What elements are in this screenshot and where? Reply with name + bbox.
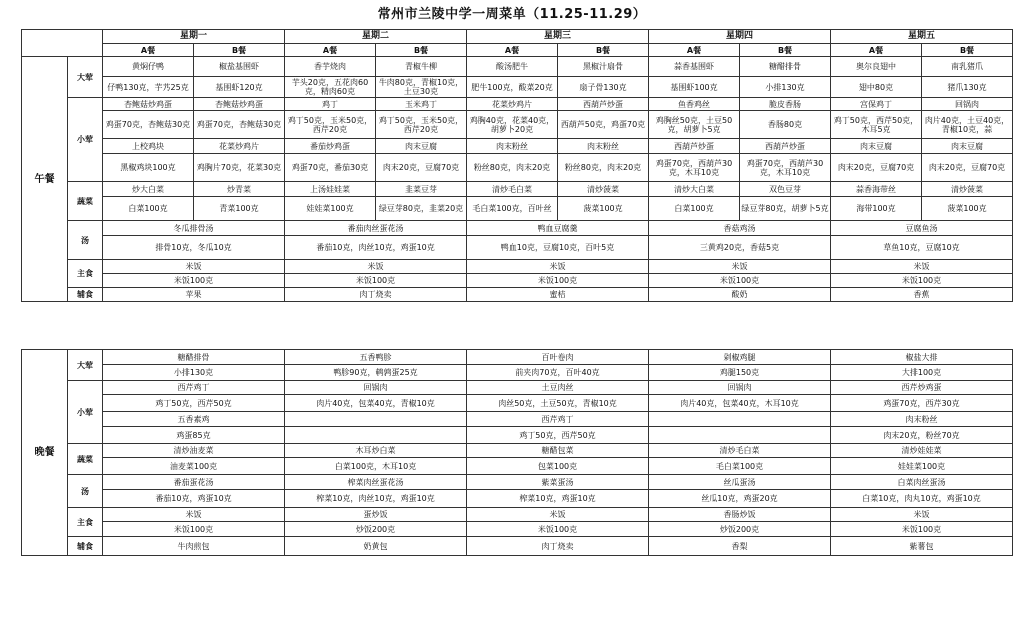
- dish-name: 土豆肉丝: [467, 381, 649, 395]
- table-row: [22, 395, 1013, 412]
- table-row: [22, 444, 1013, 458]
- dish-detail: 海带100克: [831, 197, 922, 221]
- dish-detail: 草鱼10克，豆腐10克: [831, 236, 1013, 260]
- dish-detail: 鸡蛋85克: [103, 427, 285, 444]
- table-row: [22, 522, 1013, 537]
- dish-name: 西葫芦炒蛋: [740, 139, 831, 154]
- table-row: [22, 350, 1013, 365]
- dish-detail: 白菜100克，木耳10克: [285, 458, 467, 475]
- dish-name: 脆皮香肠: [740, 98, 831, 111]
- dish-name: 香菇鸡汤: [649, 221, 831, 236]
- dish-detail: 米饭100克: [103, 274, 285, 288]
- dish-name: 白菜肉丝蛋汤: [831, 475, 1013, 490]
- table-row: [22, 381, 1013, 395]
- dish-detail: 鸡蛋70克，西葫芦30克，木耳10克: [740, 154, 831, 182]
- table-row: [22, 197, 1013, 221]
- dinner-meal-label: 晚餐: [22, 350, 68, 556]
- dish-name: 回锅肉: [922, 98, 1013, 111]
- dish-name: [649, 412, 831, 427]
- dish-detail: 番茄10克，鸡蛋10克: [103, 490, 285, 508]
- dish-name: 番茄炒鸡蛋: [285, 139, 376, 154]
- dish-name: 花菜炒鸡片: [467, 98, 558, 111]
- day-header: 星期一: [103, 30, 285, 44]
- dish-detail: 肉末20克，豆腐70克: [831, 154, 922, 182]
- option-a-header: A餐: [649, 44, 740, 57]
- dish-name: 糖醋包菜: [467, 444, 649, 458]
- dish-name: 剁椒鸡腿: [649, 350, 831, 365]
- dish-name: 玉米鸡丁: [376, 98, 467, 111]
- dish-name: 椒盐基围虾: [194, 57, 285, 77]
- dish-name: 炒大白菜: [103, 182, 194, 197]
- dish-detail: 肉末20克，粉丝70克: [831, 427, 1013, 444]
- dish-detail: 毛白菜100克，百叶丝: [467, 197, 558, 221]
- dish-detail: 粉丝80克，肉末20克: [558, 154, 649, 182]
- table-row: [22, 236, 1013, 260]
- dish-name: 蒜香海带丝: [831, 182, 922, 197]
- category-vegetable: 蔬菜: [68, 182, 103, 221]
- dish-detail: 米饭100克: [831, 274, 1013, 288]
- category-dazhu: 大荤: [68, 57, 103, 98]
- dish-name: 回锅肉: [285, 381, 467, 395]
- option-b-header: B餐: [740, 44, 831, 57]
- dish-name: 奶黄包: [285, 537, 467, 556]
- day-header: 星期四: [649, 30, 831, 44]
- dish-name: 清炒毛白菜: [467, 182, 558, 197]
- dish-detail: 西葫芦50克，鸡蛋70克: [558, 111, 649, 139]
- dish-detail: 香肠80克: [740, 111, 831, 139]
- dish-detail: 鸭胗90克，鹌鹑蛋25克: [285, 365, 467, 381]
- dish-name: 清炒大白菜: [649, 182, 740, 197]
- dish-detail: 鸡蛋70克，西芹30克: [831, 395, 1013, 412]
- dish-name: 南乳猪爪: [922, 57, 1013, 77]
- dish-name: 牛肉煎包: [103, 537, 285, 556]
- dish-name: 酸奶: [649, 288, 831, 302]
- dish-detail: 鸡蛋70克，番茄30克: [285, 154, 376, 182]
- dish-detail: 基围虾120克: [194, 77, 285, 98]
- dish-name: 黑椒汁扇骨: [558, 57, 649, 77]
- dish-detail: 鸡丁50克，玉米50克，西芹20克: [376, 111, 467, 139]
- dish-detail: 菠菜100克: [558, 197, 649, 221]
- dish-name: 肉末豆腐: [831, 139, 922, 154]
- dish-name: 豆腐鱼汤: [831, 221, 1013, 236]
- option-a-header: A餐: [285, 44, 376, 57]
- dish-detail: 番茄10克，肉丝10克，鸡蛋10克: [285, 236, 467, 260]
- dish-detail: 鸡丁50克，西芹50克，木耳5克: [831, 111, 922, 139]
- table-row: [22, 139, 1013, 154]
- dish-detail: 榨菜10克，鸡蛋10克: [467, 490, 649, 508]
- dish-detail: 芋头20克，五花肉60克，精肉60克: [285, 77, 376, 98]
- table-row: [22, 111, 1013, 139]
- dish-name: 上校鸡块: [103, 139, 194, 154]
- dish-name: 杏鲍菇炒鸡蛋: [103, 98, 194, 111]
- dish-name: 韭菜豆芽: [376, 182, 467, 197]
- dish-detail: 白菜10克，肉丸10克，鸡蛋10克: [831, 490, 1013, 508]
- dish-name: 米饭: [467, 508, 649, 522]
- dish-detail: 绿豆芽80克，胡萝卜5克: [740, 197, 831, 221]
- dish-name: 鸭血豆腐羹: [467, 221, 649, 236]
- option-b-header: B餐: [194, 44, 285, 57]
- dish-detail: 鸡蛋70克，西葫芦30克，木耳10克: [649, 154, 740, 182]
- day-header: 星期二: [285, 30, 467, 44]
- dish-detail: 肉末20克，豆腐70克: [922, 154, 1013, 182]
- table-row: [22, 260, 1013, 274]
- dish-name: 清炒菠菜: [558, 182, 649, 197]
- day-header: 星期五: [831, 30, 1013, 44]
- dish-name: 肉末豆腐: [922, 139, 1013, 154]
- dish-name: 蛋炒饭: [285, 508, 467, 522]
- category-xiaozhu: 小荤: [68, 381, 103, 444]
- dish-name: 米饭: [831, 260, 1013, 274]
- dish-detail: 鸭血10克，豆腐10克，百叶5克: [467, 236, 649, 260]
- dish-detail: 牛肉80克，青椒10克，土豆30克: [376, 77, 467, 98]
- dish-detail: [285, 427, 467, 444]
- category-xiaozhu: 小荤: [68, 98, 103, 182]
- dish-name: 肉末豆腐: [376, 139, 467, 154]
- option-a-header: A餐: [831, 44, 922, 57]
- dish-name: 米饭: [285, 260, 467, 274]
- dish-name: 香芋烧肉: [285, 57, 376, 77]
- dish-name: 西芹炒鸡蛋: [831, 381, 1013, 395]
- dish-detail: 小排130克: [740, 77, 831, 98]
- dish-name: 香梨: [649, 537, 831, 556]
- dish-name: 肉丁烧卖: [467, 537, 649, 556]
- dish-name: 肉丁烧卖: [285, 288, 467, 302]
- table-row: [22, 475, 1013, 490]
- dish-name: 紫薯包: [831, 537, 1013, 556]
- dish-name: 鸡丁: [285, 98, 376, 111]
- dish-name: 清炒娃娃菜: [831, 444, 1013, 458]
- dish-name: 香肠炒饭: [649, 508, 831, 522]
- table-row: [22, 508, 1013, 522]
- dish-detail: 基围虾100克: [649, 77, 740, 98]
- dish-name: 冬瓜排骨汤: [103, 221, 285, 236]
- dish-name: 番茄蛋花汤: [103, 475, 285, 490]
- dish-detail: 油麦菜100克: [103, 458, 285, 475]
- dish-detail: 鸡蛋70克，杏鲍菇30克: [103, 111, 194, 139]
- category-side: 辅食: [68, 288, 103, 302]
- dish-name: 清炒油麦菜: [103, 444, 285, 458]
- dish-name: 清炒毛白菜: [649, 444, 831, 458]
- dish-name: 西芹鸡丁: [467, 412, 649, 427]
- dish-name: 米饭: [103, 260, 285, 274]
- category-staple: 主食: [68, 508, 103, 537]
- dish-detail: 肉片40克，包菜40克，青椒10克: [285, 395, 467, 412]
- dish-detail: 米饭100克: [467, 274, 649, 288]
- dish-name: 花菜炒鸡片: [194, 139, 285, 154]
- dish-name: 酸汤肥牛: [467, 57, 558, 77]
- category-soup: 汤: [68, 221, 103, 260]
- lunch-meal-label: 午餐: [22, 57, 68, 302]
- category-soup: 汤: [68, 475, 103, 508]
- dish-detail: 粉丝80克，肉末20克: [467, 154, 558, 182]
- dish-name: 米饭: [467, 260, 649, 274]
- dish-name: 回锅肉: [649, 381, 831, 395]
- dish-detail: 鸡腿150克: [649, 365, 831, 381]
- dish-detail: 翅中80克: [831, 77, 922, 98]
- dish-name: 蜜桔: [467, 288, 649, 302]
- dish-detail: 排骨10克，冬瓜10克: [103, 236, 285, 260]
- dish-detail: 毛白菜100克: [649, 458, 831, 475]
- dish-name: 百叶卷肉: [467, 350, 649, 365]
- option-b-header: B餐: [922, 44, 1013, 57]
- dish-detail: 三黄鸡20克，香菇5克: [649, 236, 831, 260]
- table-row: [22, 57, 1013, 77]
- dish-detail: [649, 427, 831, 444]
- dish-name: 肉末粉丝: [558, 139, 649, 154]
- table-row: [22, 77, 1013, 98]
- dish-name: 紫菜蛋汤: [467, 475, 649, 490]
- dish-name: 炒青菜: [194, 182, 285, 197]
- dish-detail: 绿豆芽80克，韭菜20克: [376, 197, 467, 221]
- page-title: 常州市兰陵中学一周菜单（11.25-11.29）: [377, 7, 647, 22]
- dish-name: 苹果: [103, 288, 285, 302]
- dinner-menu-table: [21, 349, 1013, 556]
- option-b-header: B餐: [558, 44, 649, 57]
- table-row: [22, 182, 1013, 197]
- dish-detail: 鸡胸40克，花菜40克，胡萝卜20克: [467, 111, 558, 139]
- table-row: [22, 274, 1013, 288]
- dish-detail: 小排130克: [103, 365, 285, 381]
- dish-detail: 娃娃菜100克: [831, 458, 1013, 475]
- day-header: 星期三: [467, 30, 649, 44]
- dish-name: 西葫芦炒蛋: [558, 98, 649, 111]
- dish-detail: 米饭100克: [649, 274, 831, 288]
- table-row: [22, 458, 1013, 475]
- dish-name: 青椒牛柳: [376, 57, 467, 77]
- category-vegetable: 蔬菜: [68, 444, 103, 475]
- dish-name: 榨菜肉丝蛋花汤: [285, 475, 467, 490]
- dish-detail: 包菜100克: [467, 458, 649, 475]
- dish-name: 奥尔良翅中: [831, 57, 922, 77]
- dish-name: 五香素鸡: [103, 412, 285, 427]
- dish-detail: 米饭100克: [467, 522, 649, 537]
- dish-name: 香蕉: [831, 288, 1013, 302]
- dish-detail: 米饭100克: [285, 274, 467, 288]
- dish-detail: 白菜100克: [103, 197, 194, 221]
- dish-detail: 丝瓜10克，鸡蛋20克: [649, 490, 831, 508]
- dish-name: 米饭: [103, 508, 285, 522]
- dish-detail: 肉丝50克，土豆50克，青椒10克: [467, 395, 649, 412]
- dish-detail: 鸡丁50克，西芹50克: [467, 427, 649, 444]
- dish-name: [285, 412, 467, 427]
- dish-detail: 鸡蛋70克，杏鲍菇30克: [194, 111, 285, 139]
- option-a-header: A餐: [467, 44, 558, 57]
- dish-name: 米饭: [831, 508, 1013, 522]
- dish-detail: 炒饭200克: [649, 522, 831, 537]
- table-row: [22, 537, 1013, 556]
- dish-name: 西葫芦炒蛋: [649, 139, 740, 154]
- dish-detail: 青菜100克: [194, 197, 285, 221]
- category-staple: 主食: [68, 260, 103, 288]
- dish-detail: 炒饭200克: [285, 522, 467, 537]
- dish-name: 椒盐大排: [831, 350, 1013, 365]
- table-row: [22, 288, 1013, 302]
- dish-name: 西芹鸡丁: [103, 381, 285, 395]
- dish-name: 丝瓜蛋汤: [649, 475, 831, 490]
- category-dazhu: 大荤: [68, 350, 103, 381]
- table-row: [22, 365, 1013, 381]
- header-corner: [22, 30, 103, 57]
- dish-name: 糖醋排骨: [103, 350, 285, 365]
- table-row: [22, 490, 1013, 508]
- dish-name: 木耳炒白菜: [285, 444, 467, 458]
- dish-name: 黄焖仔鸭: [103, 57, 194, 77]
- dish-detail: 肥牛100克，酸菜20克: [467, 77, 558, 98]
- dish-name: 宫保鸡丁: [831, 98, 922, 111]
- dish-detail: 仔鸭130克，芋艿25克: [103, 77, 194, 98]
- dish-name: 双色豆芽: [740, 182, 831, 197]
- dish-detail: 扇子骨130克: [558, 77, 649, 98]
- dish-detail: 猪爪130克: [922, 77, 1013, 98]
- dish-name: 米饭: [649, 260, 831, 274]
- dish-detail: 白菜100克: [649, 197, 740, 221]
- dish-detail: 肉片40克，包菜40克，木耳10克: [649, 395, 831, 412]
- dish-detail: 鸡丁50克，西芹50克: [103, 395, 285, 412]
- dish-detail: 菠菜100克: [922, 197, 1013, 221]
- dish-name: 肉末粉丝: [831, 412, 1013, 427]
- dish-name: 糖醋排骨: [740, 57, 831, 77]
- table-row: [22, 30, 1013, 44]
- dish-detail: 米饭100克: [831, 522, 1013, 537]
- option-a-header: A餐: [103, 44, 194, 57]
- option-b-header: B餐: [376, 44, 467, 57]
- dish-detail: 榨菜10克，肉丝10克，鸡蛋10克: [285, 490, 467, 508]
- dish-detail: 鸡胸丝50克，土豆50克，胡萝卜5克: [649, 111, 740, 139]
- dish-detail: 鸡丁50克，玉米50克，西芹20克: [285, 111, 376, 139]
- dish-name: 上汤娃娃菜: [285, 182, 376, 197]
- dish-name: 五香鸭胗: [285, 350, 467, 365]
- dish-name: 杏鲍菇炒鸡蛋: [194, 98, 285, 111]
- dish-detail: 大排100克: [831, 365, 1013, 381]
- dish-name: 鱼香鸡丝: [649, 98, 740, 111]
- dish-name: 肉末粉丝: [467, 139, 558, 154]
- dish-detail: 米饭100克: [103, 522, 285, 537]
- dish-name: 番茄肉丝蛋花汤: [285, 221, 467, 236]
- table-row: [22, 98, 1013, 111]
- dish-name: 蒜香基围虾: [649, 57, 740, 77]
- table-row: [22, 412, 1013, 427]
- dish-detail: 前夹肉70克，百叶40克: [467, 365, 649, 381]
- dish-detail: 肉末20克，豆腐70克: [376, 154, 467, 182]
- table-row: [22, 154, 1013, 182]
- dish-detail: 肉片40克，土豆40克，青椒10克，蒜: [922, 111, 1013, 139]
- category-side: 辅食: [68, 537, 103, 556]
- dish-detail: 鸡胸片70克，花菜30克: [194, 154, 285, 182]
- dish-detail: 娃娃菜100克: [285, 197, 376, 221]
- dish-name: 清炒菠菜: [922, 182, 1013, 197]
- table-row: [22, 44, 1013, 57]
- lunch-menu-table: [21, 29, 1013, 302]
- dish-detail: 黑椒鸡块100克: [103, 154, 194, 182]
- table-row: [22, 221, 1013, 236]
- table-row: [22, 427, 1013, 444]
